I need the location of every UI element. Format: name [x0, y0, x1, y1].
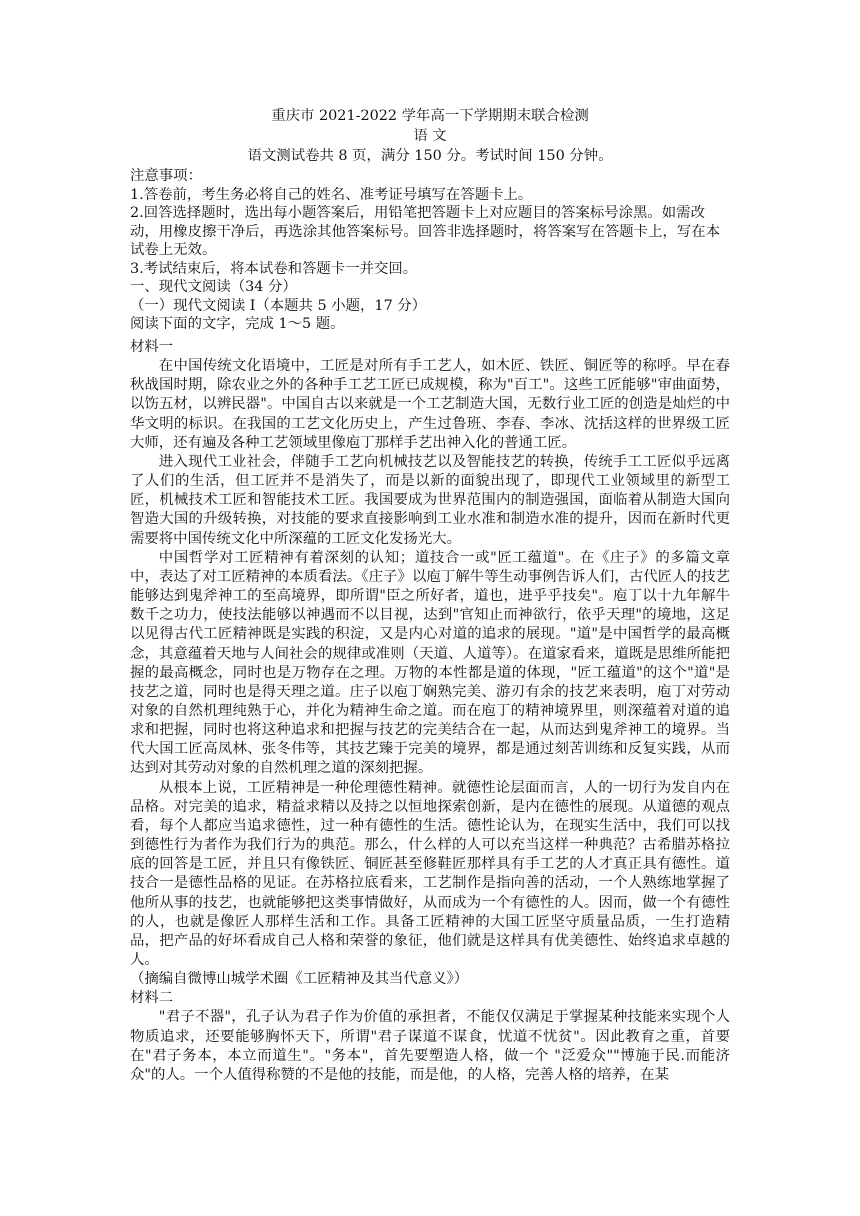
material1-paragraph: 中国哲学对工匠精神有着深刻的认知；道技合一或"匠工蕴道"。在《庄子》的多篇文章中，表达了对工匠精神的本质看法。《庄子》以庖丁解牛等生动事例告诉人们，古代匠人的技艺能够达到鬼斧神工的至高境界，即所谓"臣之所好者，道也，进乎乎技矣"。庖丁以十九年解牛数千之功力，使技法能够以神遇而不以目视，达到"官知止而神欲行，依乎天理"的境地，这足以见得古代工匠精神既是实践的积淀，又是内心对道的追求的展现。"道"是中国哲学的最高概念，其意蕴着天地与人间社会的规律或准则（天道、人道等）。在道家看来，道既是思维所能把握的最高概念，同时也是万物存在之理。万物的本性都是道的体现，"匠工蕴道"的这个"道"是技艺之道，同时也是得天理之道。庄子以庖丁娴熟完美、游刃有余的技艺来表明，庖丁对劳动对象的自然机理纯熟于心，并化为精神生命之道。而在庖丁的精神境界里，则深蕴着对道的追求和把握，同时也将这种追求和把握与技艺的完美结合在一起，从而达到鬼斧神工的境界。当代大国工匠高凤林、张冬伟等，其技艺臻于完美的境界，都是通过刻苦训练和反复实践，从而达到对其劳动对象的自然机理之道的深刻把握。 — [130, 549, 730, 777]
exam-info: 语文测试卷共 8 页，满分 150 分。考试时间 150 分钟。 — [247, 148, 613, 164]
material1-label: 材料一 — [130, 339, 174, 355]
note-item: 1.答卷前，考生务必将自己的姓名、准考证号填写在答题卡上。 — [130, 186, 533, 203]
note-item: 2.回答选择题时，选出每小题答案后，用铅笔把答题卡上对应题目的答案标号涂黑。如需改动，用橡皮擦干净后，再选涂其他答案标号。回答非选择题时，将答案写在答题卡上，写在本试卷上无效。 — [130, 205, 721, 258]
section-subheading: （一）现代文阅读 I（本题共 5 小题，17 分） — [130, 297, 427, 314]
material1-paragraph: 进入现代工业社会，伴随手工艺向机械技艺以及智能技艺的转换，传统手工工匠似乎远离了人们的生活，但工匠并不是消失了，而是以新的面貌出现了，即现代工业领域里的新型工匠，机械技术工匠和智能技术工匠。我国要成为世界范围内的制造强国，面临着从制造大国向智造大国的升级转换，对技能的要求直接影响到工业水准和制造水准的提升，因而在新时代更需要将中国传统文化中所深蕴的工匠文化发扬光大。 — [130, 453, 730, 547]
section-heading: 一、现代文阅读（34 分） — [130, 279, 297, 295]
notes-heading: 注意事项： — [130, 168, 202, 184]
exam-subject: 语 文 — [413, 128, 447, 144]
material1-paragraph: 在中国传统文化语境中，工匠是对所有手工艺人，如木匠、铁匠、铜匠等的称呼。早在春秋战国时期，除农业之外的各种手工艺工匠已成规模，称为"百工"。这些工匠能够"审曲面势，以饬五材，以辨民器"。中国自古以来就是一个工艺制造大国，无数行业工匠的创造是灿烂的中华文明的标识。在我国的工艺文化历史上，产生过鲁班、李春、李冰、沈括这样的世界级工匠大师，还有遍及各种工艺领域里像庖丁那样手艺出神入化的普通工匠。 — [130, 358, 730, 451]
source-citation: （摘编自微博山城学术圈《工匠精神及其当代意义》） — [130, 971, 469, 988]
exam-title: 重庆市 2021-2022 学年高一下学期期末联合检测 — [271, 108, 589, 124]
section-instruction: 阅读下面的文字，完成 1～5 题。 — [130, 316, 345, 332]
material1-paragraph: 从根本上说，工匠精神是一种伦理德性精神。就德性论层面而言，人的一切行为发自内在品格。对完美的追求，精益求精以及持之以恒地探索创新，是内在德性的展现。从道德的观点看，每个人都应当追求德性，过一种有德性的生活。德性论认为，在现实生活中，我们可以找到德性行为者作为我们行为的典范。那么，什么样的人可以充当这样一种典范？古希腊苏格拉底的回答是工匠，并且只有像铁匠、铜匠甚至修鞋匠那样具有手工艺的人才真正具有德性。道技合一是德性品格的见证。在苏格拉底看来，工艺制作是指向善的活动，一个人熟练地掌握了他所从事的技艺，也就能够把这类事情做好，从而成为一个有德性的人。因而，做一个有德性的人，也就是像匠人那样生活和工作。具备工匠精神的大国工匠坚守质量品质，一生打造精品，把产品的好坏看成自己人格和荣誉的象征，他们就是这样具有优美德性、始终追求卓越的人。 — [130, 779, 730, 968]
note-item: 3.考试结束后，将本试卷和答题卡一并交回。 — [130, 260, 418, 277]
material2-label: 材料二 — [130, 990, 174, 1007]
notes-section — [130, 167, 730, 334]
exam-header — [130, 106, 730, 166]
reading-text — [130, 338, 730, 1085]
material2-paragraph: "君子不器"，孔子认为君子作为价值的承担者，不能仅仅满足于掌握某种技能来实现个人物质追求，还要能够胸怀天下，所谓"君子谋道不谋食，忧道不忧贫"。因此教育之重，首要在"君子务本，本立而道生"。"务本"，首先要塑造人格，做一个 "泛爱众""博施于民.而能济众"的人。一个人值得称赞的不是他的技能，而是他，的人格，完善人格的培养，在某 — [130, 1009, 730, 1083]
